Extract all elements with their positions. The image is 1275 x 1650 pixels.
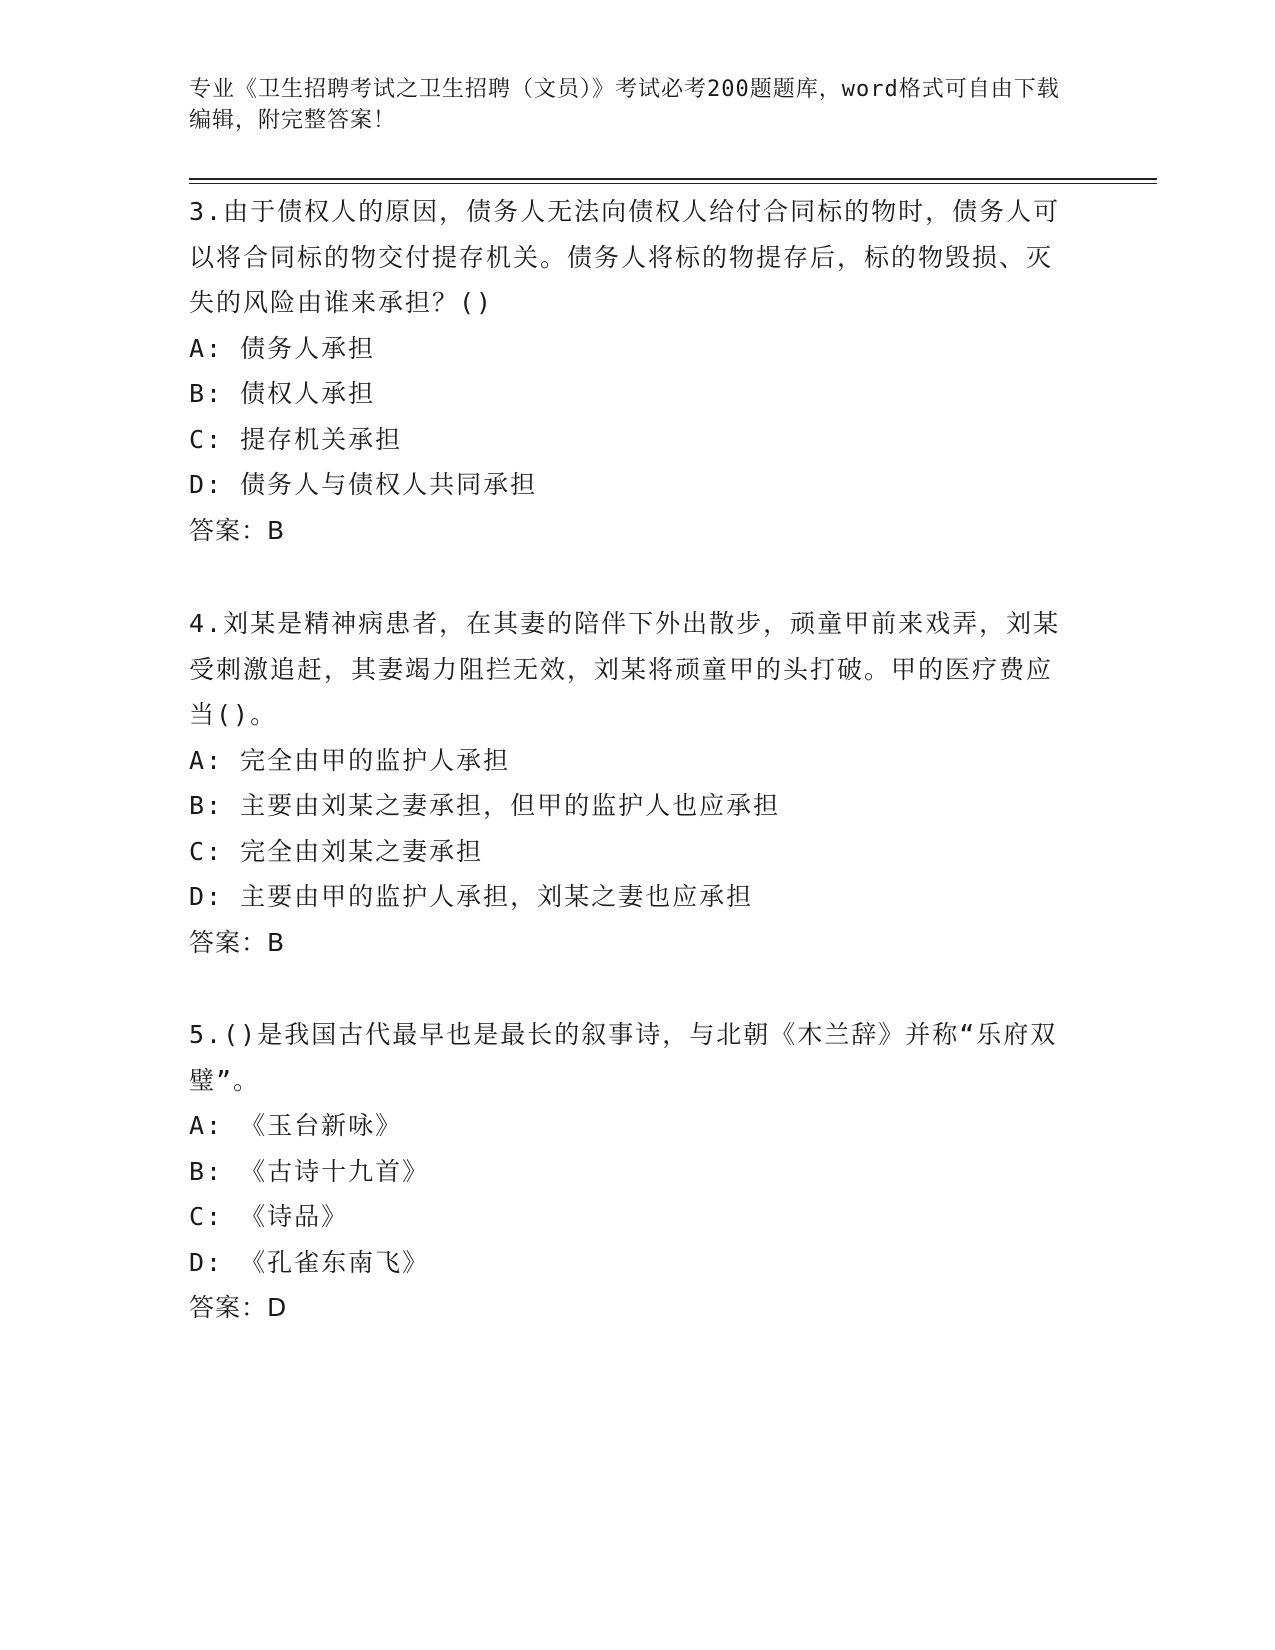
header-divider-thick — [189, 178, 1157, 180]
option-d: D: 主要由甲的监护人承担，刘某之妻也应承担 — [189, 882, 754, 911]
option-b: B: 《古诗十九首》 — [189, 1156, 430, 1186]
option-c: C: 提存机关承担 — [189, 424, 403, 454]
question-3 — [189, 189, 1069, 553]
question-stem: 5.()是我国古代最早也是最长的叙事诗，与北朝《木兰辞》并称“乐府双璧”。 — [189, 1020, 1058, 1095]
option-b: B: 债权人承担 — [189, 379, 376, 408]
answer: 答案：B — [189, 515, 286, 545]
header-divider-thin — [189, 183, 1157, 184]
answer: 答案：D — [189, 1293, 288, 1322]
option-a: A: 《玉台新咏》 — [189, 1111, 403, 1140]
question-5 — [189, 1012, 1069, 1331]
option-a: A: 债务人承担 — [189, 333, 376, 363]
option-a: A: 完全由甲的监护人承担 — [189, 745, 511, 775]
question-stem: 4.刘某是精神病患者，在其妻的陪伴下外出散步，顽童甲前来戏弄，刘某受刺激追赶，其妻竭力阻拦无效，刘某将顽童甲的头打破。甲的医疗费应当()。 — [189, 609, 1061, 729]
header-text: 专业《卫生招聘考试之卫生招聘（文员）》考试必考200题题库，word格式可自由下载编辑，附完整答案！ — [189, 77, 1060, 133]
option-c: C: 《诗品》 — [189, 1202, 349, 1231]
option-c: C: 完全由刘某之妻承担 — [189, 836, 484, 866]
option-b: B: 主要由刘某之妻承担，但甲的监护人也应承担 — [189, 791, 781, 820]
option-d: D: 《孔雀东南飞》 — [189, 1247, 430, 1277]
question-4 — [189, 601, 1069, 965]
document-header — [189, 74, 1069, 136]
question-stem: 3.由于债权人的原因，债务人无法向债权人给付合同标的物时，债务人可以将合同标的物交付提存机关。债务人将标的物提存后，标的物毁损、灭失的风险由谁来承担？() — [189, 197, 1061, 317]
answer: 答案：B — [189, 927, 286, 957]
option-d: D: 债务人与债权人共同承担 — [189, 470, 538, 499]
